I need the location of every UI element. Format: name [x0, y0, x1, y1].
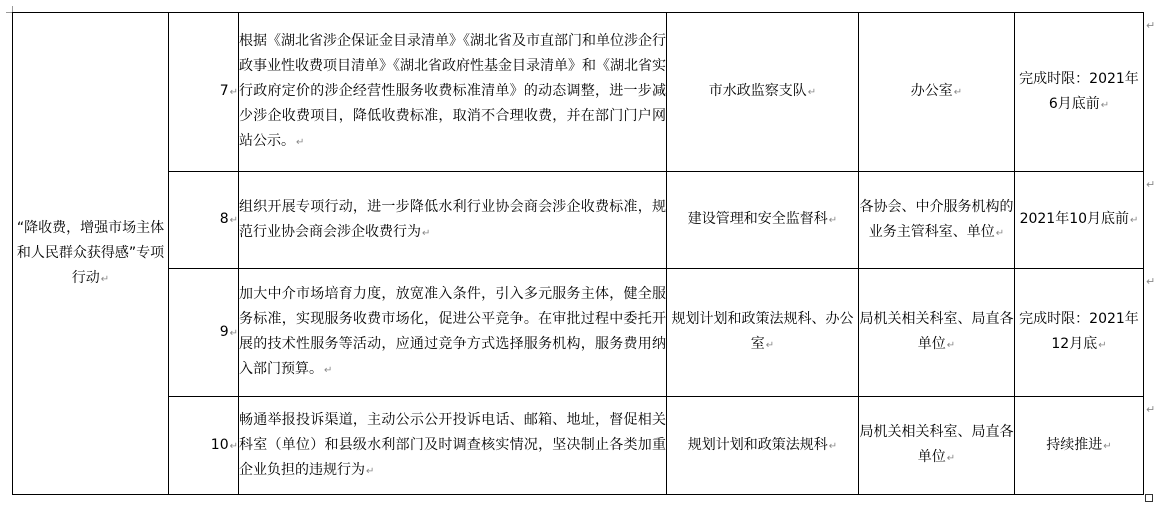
end-of-row-mark-icon: ↵ — [1146, 275, 1156, 288]
paragraph-mark-icon: ↵ — [1130, 215, 1139, 226]
task-description-cell — [239, 13, 667, 172]
paragraph-mark-icon: ↵ — [1098, 340, 1107, 351]
lead-unit-cell — [667, 13, 859, 172]
assist-unit-cell — [859, 397, 1015, 495]
lead-unit-cell — [667, 397, 859, 495]
assist-unit: 各协会、中介服务机构的业务主管科室、单位 — [859, 198, 1014, 240]
paragraph-mark-icon: ↵ — [422, 227, 431, 239]
paragraph-mark-icon: ↵ — [296, 137, 305, 148]
deadline: 持续推进 — [1046, 436, 1103, 453]
paragraph-mark-icon: ↵ — [100, 273, 110, 285]
paragraph-mark-icon: ↵ — [366, 465, 375, 477]
lead-unit: 规划计划和政策法规科、办公室 — [671, 311, 854, 352]
paragraph-mark-icon: ↵ — [807, 87, 817, 98]
end-of-row-mark-icon: ↵ — [1146, 403, 1156, 416]
row-number-cell — [169, 269, 239, 397]
table-resize-handle[interactable] — [1145, 494, 1153, 502]
row-number: 8 — [219, 211, 229, 227]
paragraph-mark-icon: ↵ — [765, 340, 775, 351]
assist-unit: 办公室 — [910, 83, 953, 99]
lead-unit: 规划计划和政策法规科 — [687, 436, 828, 453]
deadline-cell — [1015, 269, 1144, 397]
deadline: 2021年10月底前 — [1019, 211, 1130, 227]
table-row — [13, 397, 1144, 495]
assist-unit: 局机关相关科室、局直各单位 — [859, 424, 1014, 465]
row-number-cell — [169, 13, 239, 172]
task-description-cell — [239, 172, 667, 269]
deadline: 完成时限：2021年12月底 — [1019, 311, 1139, 352]
row-number: 10 — [210, 436, 229, 453]
deadline-cell — [1015, 397, 1144, 495]
row-number-cell — [169, 397, 239, 495]
paragraph-mark-icon: ↵ — [946, 453, 956, 464]
deadline-cell — [1015, 13, 1144, 172]
task-description: 根据《湖北省涉企保证金目录清单》《湖北省及市直部门和单位涉企行政事业性收费项目清单》《湖北省政府性基金目录清单》和《湖北省实行政府定价的涉企经营性服务收费标准清单》的动态调整，进一步减少涉企收费项目，降低收费标准，取消不合理收费，并在部门门户网站公示。 — [239, 33, 666, 149]
paragraph-mark-icon: ↵ — [1100, 99, 1110, 111]
paragraph-mark-icon: ↵ — [828, 215, 838, 226]
category-cell — [13, 13, 169, 495]
category-text: “降收费，增强市场主体和人民群众获得感”专项行动 — [16, 219, 165, 286]
lead-unit-cell — [667, 172, 859, 269]
paragraph-mark-icon: ↵ — [828, 440, 838, 452]
paragraph-mark-icon: ↵ — [229, 87, 238, 98]
lead-unit: 市水政监察支队 — [708, 83, 807, 99]
paragraph-mark-icon: ↵ — [229, 215, 238, 226]
row-number: 9 — [219, 323, 229, 340]
paragraph-mark-icon: ↵ — [953, 87, 963, 98]
assist-unit-cell — [859, 172, 1015, 269]
row-number-cell — [169, 172, 239, 269]
end-of-row-mark-icon: ↵ — [1146, 19, 1156, 32]
task-description-cell — [239, 397, 667, 495]
deadline-cell — [1015, 172, 1144, 269]
paragraph-mark-icon: ↵ — [946, 340, 956, 351]
assist-unit-cell — [859, 13, 1015, 172]
paragraph-mark-icon: ↵ — [229, 440, 238, 452]
paragraph-mark-icon: ↵ — [229, 327, 238, 339]
table-row — [13, 269, 1144, 397]
paragraph-mark-icon: ↵ — [995, 227, 1005, 239]
assist-unit-cell — [859, 269, 1015, 397]
task-description: 加大中介市场培育力度，放宽准入条件，引入多元服务主体，健全服务标准，实现服务收费市场化，促进公平竞争。在审批过程中委托开展的技术性服务等活动，应通过竞争方式选择服务机构，服务费用纳入部门预算。 — [239, 286, 666, 377]
lead-unit: 建设管理和安全监督科 — [687, 211, 828, 227]
table-row — [13, 13, 1144, 172]
paragraph-mark-icon: ↵ — [324, 365, 333, 376]
task-description-cell — [239, 269, 667, 397]
table-row — [13, 172, 1144, 269]
paragraph-mark-icon: ↵ — [1103, 440, 1112, 452]
lead-unit-cell — [667, 269, 859, 397]
deadline: 完成时限：2021年6月底前 — [1019, 70, 1139, 112]
assist-unit: 局机关相关科室、局直各单位 — [859, 311, 1014, 352]
task-description: 畅通举报投诉渠道，主动公示公开投诉电话、邮箱、地址，督促相关科室（单位）和县级水利部门及时调查核实情况，坚决制止各类加重企业负担的违规行为 — [239, 411, 666, 478]
task-table — [12, 12, 1144, 495]
task-description: 组织开展专项行动，进一步降低水利行业协会商会涉企收费标准，规范行业协会商会涉企收费行为 — [239, 198, 666, 240]
row-number: 7 — [219, 83, 229, 99]
end-of-row-mark-icon: ↵ — [1146, 178, 1156, 191]
